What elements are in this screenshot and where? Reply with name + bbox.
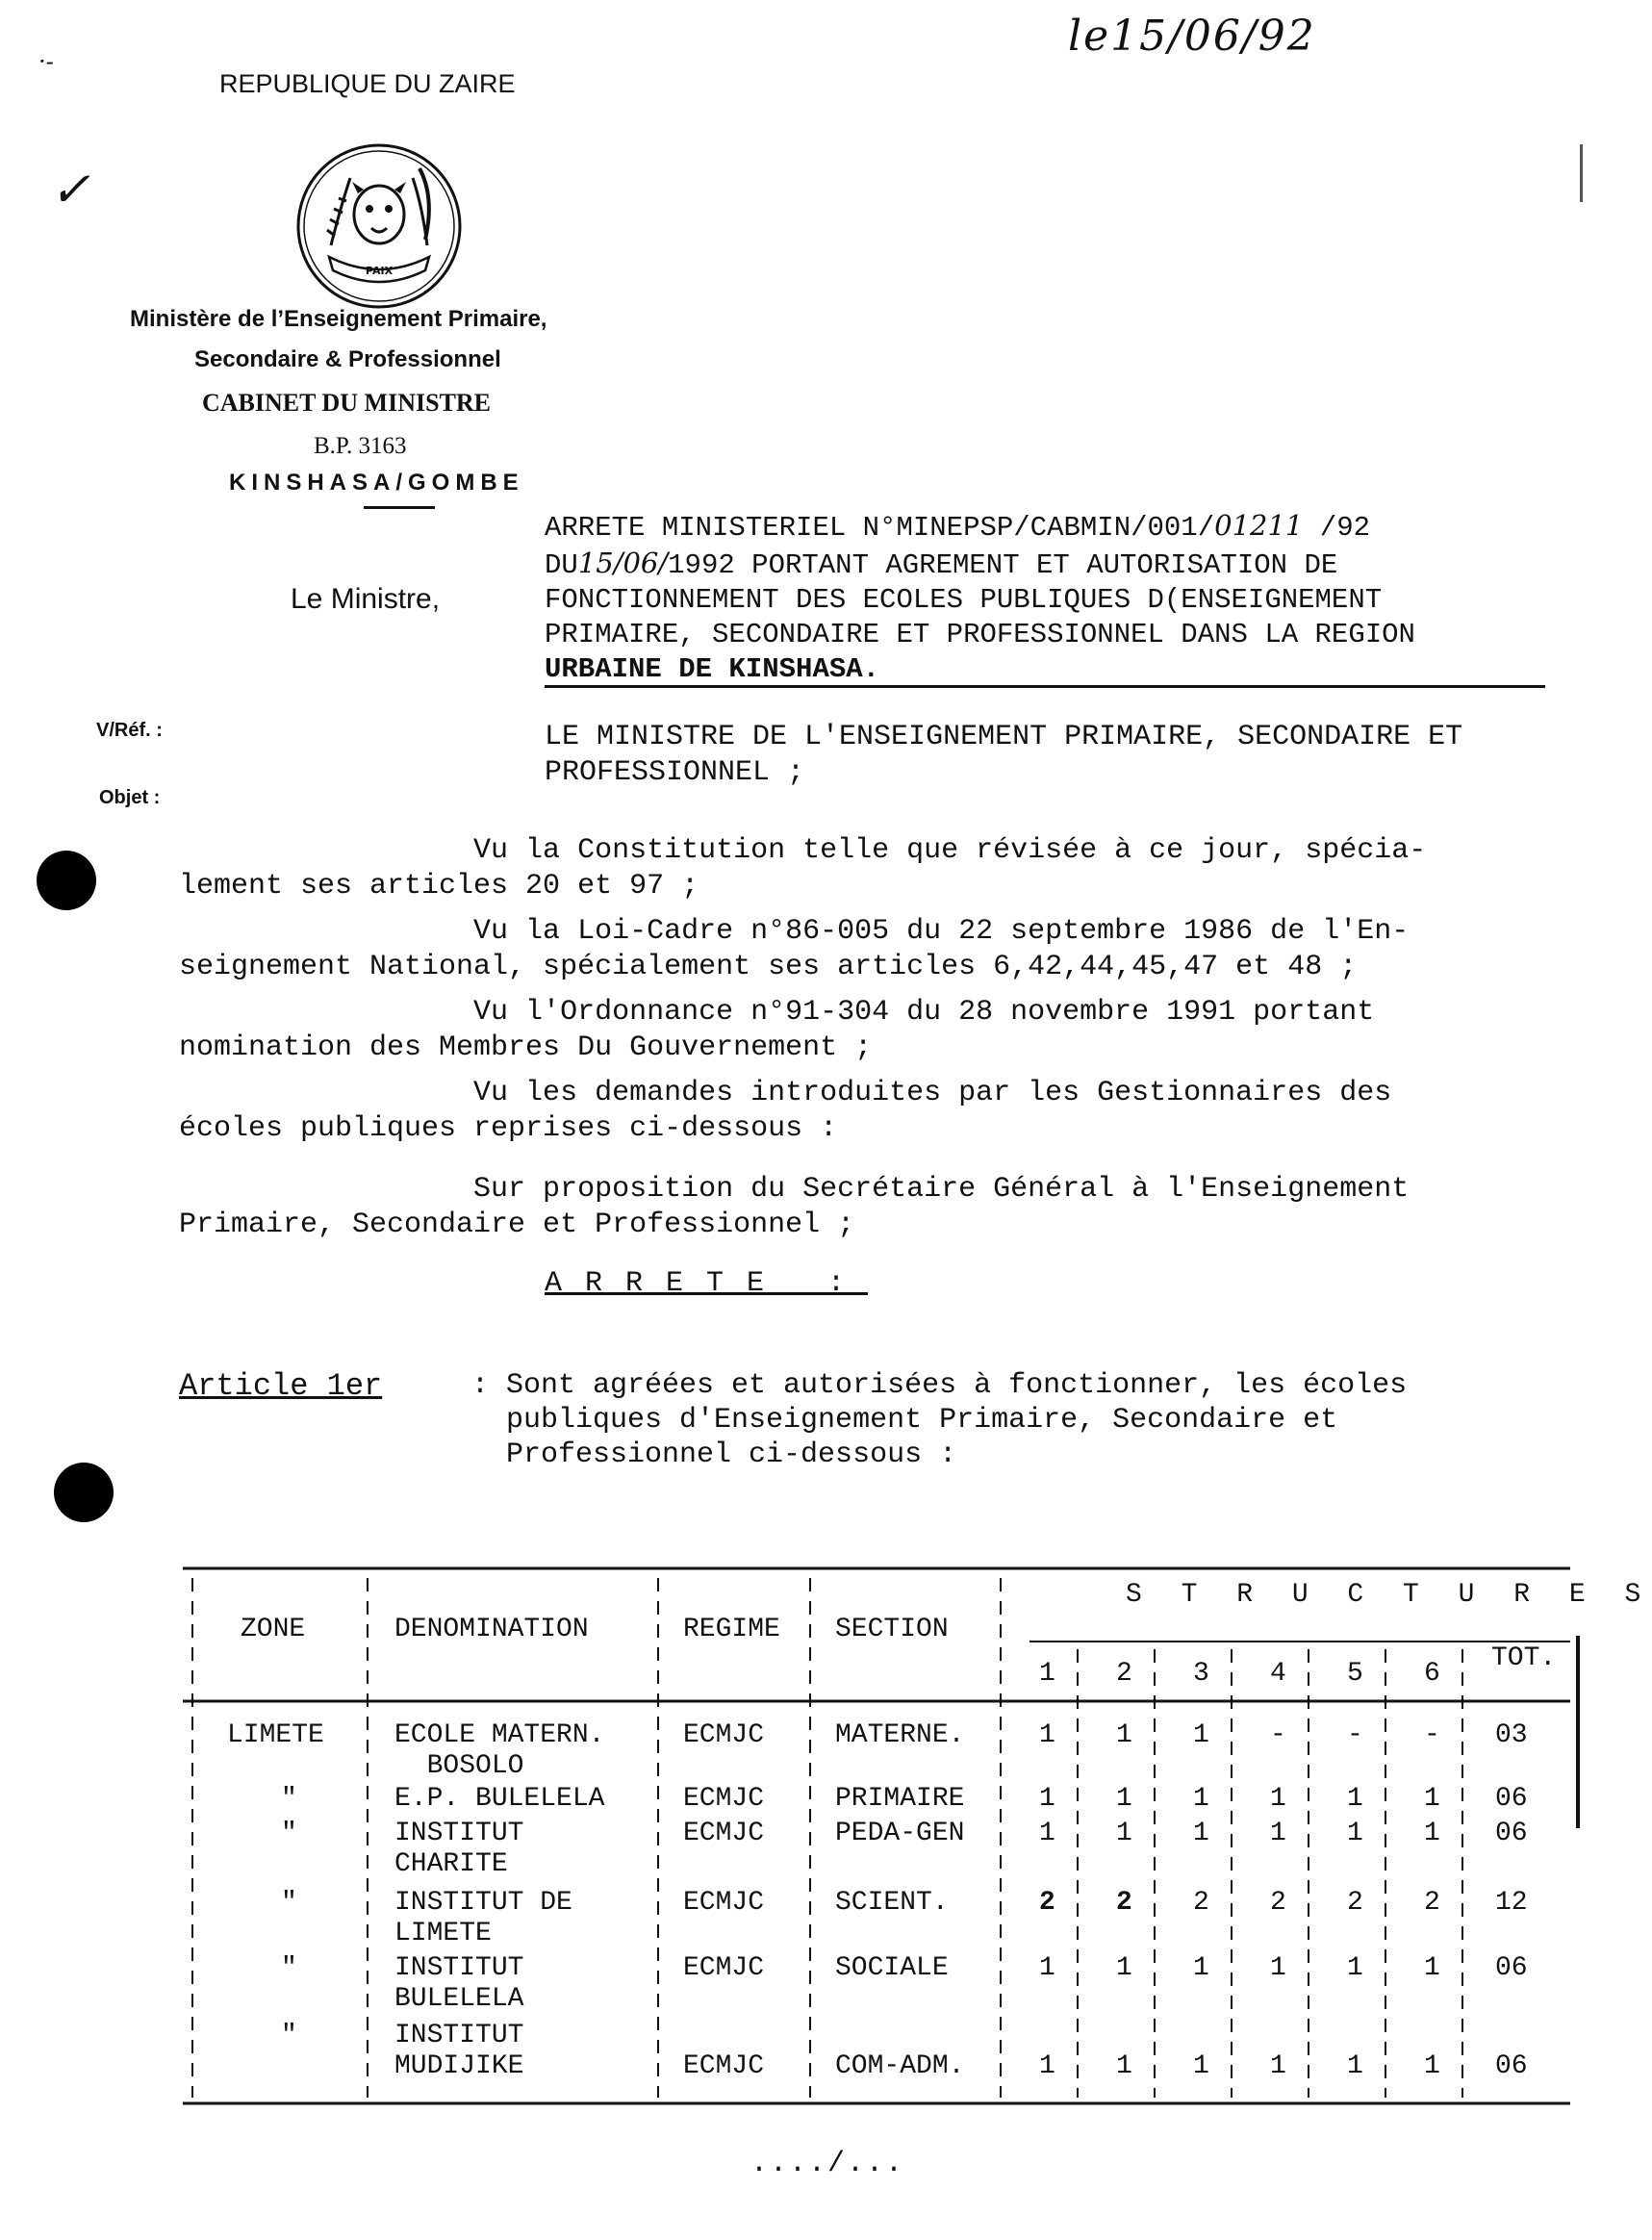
- cell-zone: ": [281, 1819, 297, 1848]
- emblem-motto: PAIX: [365, 265, 394, 277]
- header-zone: ZONE: [241, 1615, 306, 1644]
- punch-hole-mark: [54, 1463, 114, 1522]
- heading-text: /92: [1303, 512, 1371, 544]
- cell-total: 06: [1495, 1953, 1528, 1983]
- cell-section: SOCIALE: [835, 1953, 949, 1983]
- cell-level: 1: [1116, 1784, 1132, 1814]
- cell-level: 1: [1193, 1784, 1209, 1814]
- cell-level: 1: [1347, 2051, 1363, 2081]
- punch-hole-mark: [37, 851, 96, 910]
- arrete-word: ARRETE :: [545, 1267, 869, 1300]
- cell-regime: ECMJC: [683, 1819, 765, 1848]
- header-section: SECTION: [835, 1615, 949, 1644]
- cell-total: 12: [1495, 1888, 1528, 1918]
- margin-mark: ·‑: [38, 48, 54, 75]
- cell-level: -: [1270, 1720, 1286, 1750]
- cell-denomination: ECOLE MATERN. BOSOLO: [394, 1720, 605, 1781]
- cell-level: 1: [1270, 2051, 1286, 2081]
- considerant-ordonnance: Vu l'Ordonnance n°91-304 du 28 novembre 1991 portant nomination des Membres Du Gouvernement ;: [179, 996, 1375, 1064]
- cell-zone: ": [281, 1784, 297, 1814]
- cell-section: COM-ADM.: [835, 2051, 965, 2081]
- handwritten-reference: le15/06/92: [1068, 12, 1316, 61]
- cell-level: 2: [1039, 1888, 1055, 1918]
- cell-level: 1: [1039, 2051, 1055, 2081]
- cell-level: 1: [1116, 1819, 1132, 1848]
- heading-text: 1992 PORTANT AGREMENT ET AUTORISATION DE: [668, 549, 1338, 581]
- heading-line-5: URBAINE DE KINSHASA.: [545, 653, 880, 685]
- cell-level: 1: [1424, 1953, 1440, 1983]
- cell-level: 1: [1424, 1784, 1440, 1814]
- header-level-6: 6: [1424, 1659, 1440, 1689]
- ministry-name-line2: Secondaire & Professionnel: [194, 346, 501, 372]
- cell-level: 1: [1347, 1819, 1363, 1848]
- cell-level: 1: [1039, 1784, 1055, 1814]
- header-level-4: 4: [1270, 1659, 1286, 1689]
- postal-box: B.P. 3163: [314, 433, 407, 459]
- cell-section: MATERNE.: [835, 1720, 965, 1750]
- ministry-name-line1: Ministère de l’Enseignement Primaire,: [130, 306, 547, 332]
- cell-level: 1: [1424, 1819, 1440, 1848]
- cell-total: 06: [1495, 1784, 1528, 1814]
- arrete-heading: [545, 508, 1564, 687]
- reference-label: V/Réf. :: [96, 720, 163, 741]
- considerant-loi-cadre: Vu la Loi-Cadre n°86-005 du 22 septembre 1986 de l'En- seignement National, spécialement ses articles 6,42,44,45,47 et 48 ;: [179, 915, 1410, 983]
- cell-level: 1: [1270, 1784, 1286, 1814]
- heading-line-2: [545, 546, 1564, 583]
- cell-level: 1: [1193, 1953, 1209, 1983]
- cell-denomination: INSTITUT CHARITE: [394, 1819, 524, 1879]
- margin-checkmark: ✓: [50, 162, 90, 217]
- cell-total: 06: [1495, 2051, 1528, 2081]
- header-level-1: 1: [1039, 1659, 1055, 1689]
- object-label: Objet :: [99, 787, 161, 808]
- cell-denomination: INSTITUT MUDIJIKE: [394, 2021, 524, 2081]
- cabinet-title: CABINET DU MINISTRE: [202, 389, 492, 417]
- heading-text: DU: [545, 549, 578, 581]
- cell-level: -: [1347, 1720, 1363, 1750]
- national-emblem-icon: [292, 140, 466, 313]
- cell-total: 03: [1495, 1720, 1528, 1750]
- cell-level: 1: [1193, 1819, 1209, 1848]
- handwritten-date: 15/06/: [577, 547, 669, 579]
- cell-denomination: INSTITUT BULELELA: [394, 1953, 524, 2014]
- cell-level: 1: [1039, 1720, 1055, 1750]
- cell-regime: ECMJC: [683, 1953, 765, 1983]
- cell-regime: ECMJC: [683, 1720, 765, 1750]
- page-continuation: ..../...: [750, 2148, 905, 2180]
- heading-text: ARRETE MINISTERIEL N°MINEPSP/CABMIN/001/: [545, 512, 1215, 544]
- cell-section: PRIMAIRE: [835, 1784, 965, 1814]
- header-total: TOT.: [1491, 1643, 1557, 1673]
- cell-zone: LIMETE: [227, 1720, 324, 1750]
- heading-line-3: FONCTIONNEMENT DES ECOLES PUBLIQUES D(ENSEIGNEMENT: [545, 584, 1383, 616]
- cell-regime: ECMJC: [683, 1784, 765, 1814]
- header-level-5: 5: [1347, 1659, 1363, 1689]
- cell-level: 2: [1424, 1888, 1440, 1918]
- header-regime: REGIME: [683, 1615, 780, 1644]
- edge-scan-mark: [1580, 144, 1583, 202]
- cell-level: 1: [1347, 1953, 1363, 1983]
- header-level-2: 2: [1116, 1659, 1132, 1689]
- cell-denomination: INSTITUT DE LIMETE: [394, 1888, 572, 1948]
- heading-rule: [545, 685, 1545, 688]
- cell-level: 1: [1193, 1720, 1209, 1750]
- city: KINSHASA/GOMBE: [229, 470, 524, 496]
- heading-line-1: [545, 508, 1564, 546]
- header-level-3: 3: [1193, 1659, 1209, 1689]
- cell-level: 1: [1116, 1953, 1132, 1983]
- cell-level: 1: [1270, 1819, 1286, 1848]
- cell-denomination: E.P. BULELELA: [394, 1784, 605, 1814]
- cell-level: 1: [1424, 2051, 1440, 2081]
- cell-level: 1: [1347, 1784, 1363, 1814]
- considerant-demandes: Vu les demandes introduites par les Gestionnaires des écoles publiques reprises ci-dessous :: [179, 1077, 1392, 1145]
- cell-level: 1: [1116, 1720, 1132, 1750]
- cell-level: 2: [1270, 1888, 1286, 1918]
- heading-line-4: PRIMAIRE, SECONDAIRE ET PROFESSIONNEL DANS LA REGION: [545, 619, 1415, 650]
- header-denomination: DENOMINATION: [394, 1615, 589, 1644]
- cell-level: 1: [1039, 1819, 1055, 1848]
- republic-title: REPUBLIQUE DU ZAIRE: [219, 69, 516, 98]
- minister-label: Le Ministre,: [291, 583, 441, 615]
- cell-total: 06: [1495, 1819, 1528, 1848]
- considerant-proposition: Sur proposition du Secrétaire Général à l'Enseignement Primaire, Secondaire et Professionnel ;: [179, 1173, 1410, 1241]
- cell-regime: ECMJC: [683, 2051, 765, 2081]
- cell-zone: ": [281, 1953, 297, 1983]
- article-text: : Sont agréées et autorisées à fonctionner, les écoles publiques d'Enseignement Primaire, Secondaire et Professionnel ci-dessous :: [471, 1369, 1408, 1471]
- article-label: Article 1er: [179, 1368, 383, 1404]
- cell-zone: ": [281, 1888, 297, 1918]
- cell-level: 1: [1116, 2051, 1132, 2081]
- divider: [364, 506, 435, 509]
- cell-level: 1: [1270, 1953, 1286, 1983]
- cell-level: 1: [1039, 1953, 1055, 1983]
- handwritten-number: 01211: [1214, 509, 1304, 542]
- cell-level: 1: [1193, 2051, 1209, 2081]
- cell-level: 2: [1193, 1888, 1209, 1918]
- cell-zone: ": [281, 2021, 297, 2050]
- considerant-constitution: Vu la Constitution telle que révisée à ce jour, spécia- lement ses articles 20 et 97 ;: [179, 834, 1427, 903]
- cell-level: -: [1424, 1720, 1440, 1750]
- minister-title: LE MINISTRE DE L'ENSEIGNEMENT PRIMAIRE, SECONDAIRE ET PROFESSIONNEL ;: [545, 721, 1463, 789]
- cell-level: 2: [1116, 1888, 1132, 1918]
- cell-section: SCIENT.: [835, 1888, 949, 1918]
- cell-level: 2: [1347, 1888, 1363, 1918]
- cell-regime: ECMJC: [683, 1888, 765, 1918]
- cell-section: PEDA-GEN: [835, 1819, 965, 1848]
- header-structures: S T R U C T U R E S: [1126, 1580, 1652, 1610]
